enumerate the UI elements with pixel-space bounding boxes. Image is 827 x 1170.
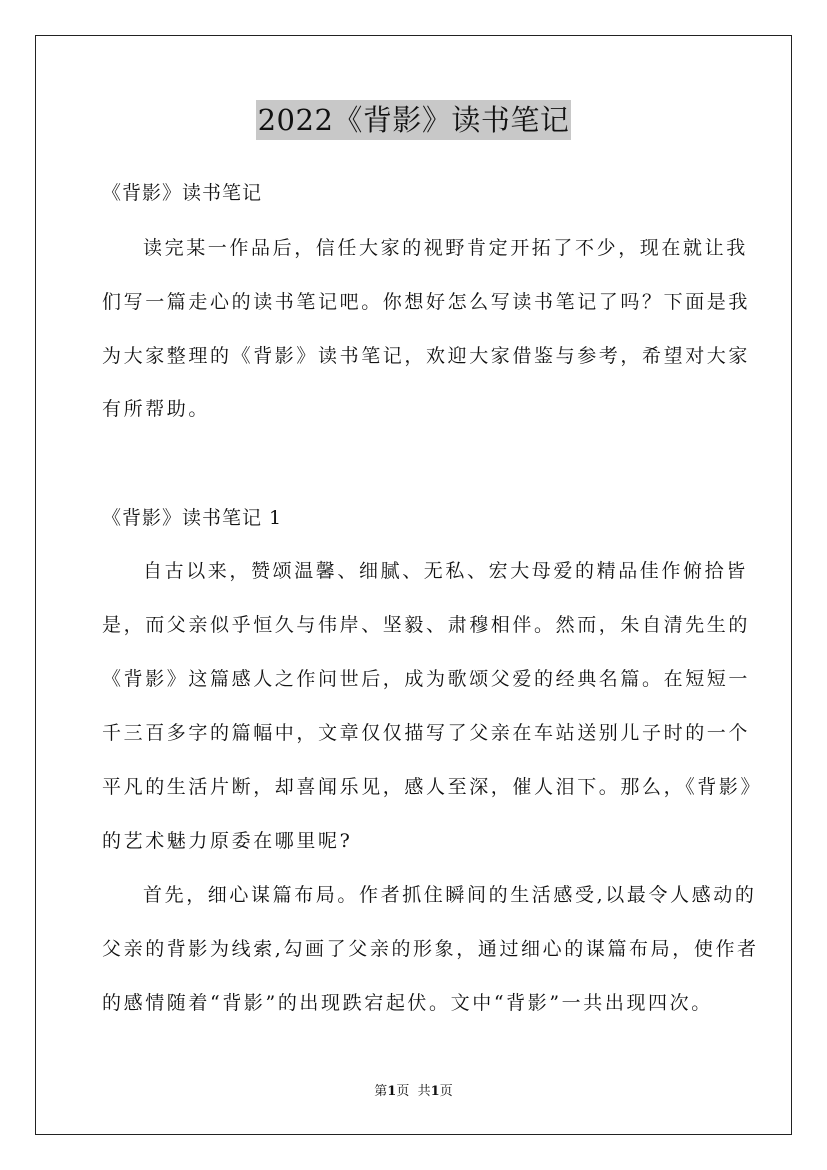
section1-line-2: 是，而父亲似乎恒久与伟岸、坚毅、肃穆相伴。然而，朱自清先生的	[102, 614, 751, 636]
title-wrap	[0, 100, 827, 140]
intro-line-2: 们写一篇走心的读书笔记吧。你想好怎么写读书笔记了吗？下面是我	[102, 291, 751, 313]
footer-page-prefix: 第	[374, 1084, 388, 1099]
section2-line-2: 父亲的背影为线索,勾画了父亲的形象，通过细心的谋篇布局，使作者	[102, 938, 759, 960]
section1-line-4: 千三百多字的篇幅中，文章仅仅描写了父亲在车站送别儿子时的一个	[102, 722, 751, 744]
section1-line-6: 的艺术魅力原委在哪里呢?	[102, 830, 353, 852]
section2-line-1: 首先，细心谋篇布局。作者抓住瞬间的生活感受,以最令人感动的	[143, 884, 757, 906]
footer-total-suffix: 页	[439, 1084, 453, 1099]
section1-line-5: 平凡的生活片断，却喜闻乐见，感人至深，催人泪下。那么，《背影》	[102, 776, 763, 798]
intro-line-3: 为大家整理的《背影》读书笔记，欢迎大家借鉴与参考，希望对大家	[102, 345, 751, 367]
section1-line-3: 《背影》这篇感人之作问世后，成为歌颂父爱的经典名篇。在短短一	[102, 668, 751, 690]
page-footer	[0, 1083, 827, 1101]
intro-line-1: 读完某一作品后，信任大家的视野肯定开拓了不少，现在就让我	[143, 237, 748, 259]
section1-heading: 《背影》读书笔记 1	[102, 507, 283, 529]
document-title: 2022《背影》读书笔记	[256, 100, 572, 140]
footer-page-total: 1	[430, 1084, 440, 1099]
footer-page-current: 1	[387, 1084, 397, 1099]
document-subtitle: 《背影》读书笔记	[102, 182, 263, 204]
footer-total-prefix: 共	[417, 1084, 431, 1099]
section1-line-1: 自古以来，赞颂温馨、细腻、无私、宏大母爱的精品佳作俯拾皆	[143, 560, 748, 582]
intro-line-4: 有所帮助。	[102, 398, 211, 420]
section2-line-3: 的感情随着“背影”的出现跌宕起伏。文中“背影”一共出现四次。	[102, 992, 713, 1014]
footer-page-suffix: 页	[396, 1084, 410, 1099]
